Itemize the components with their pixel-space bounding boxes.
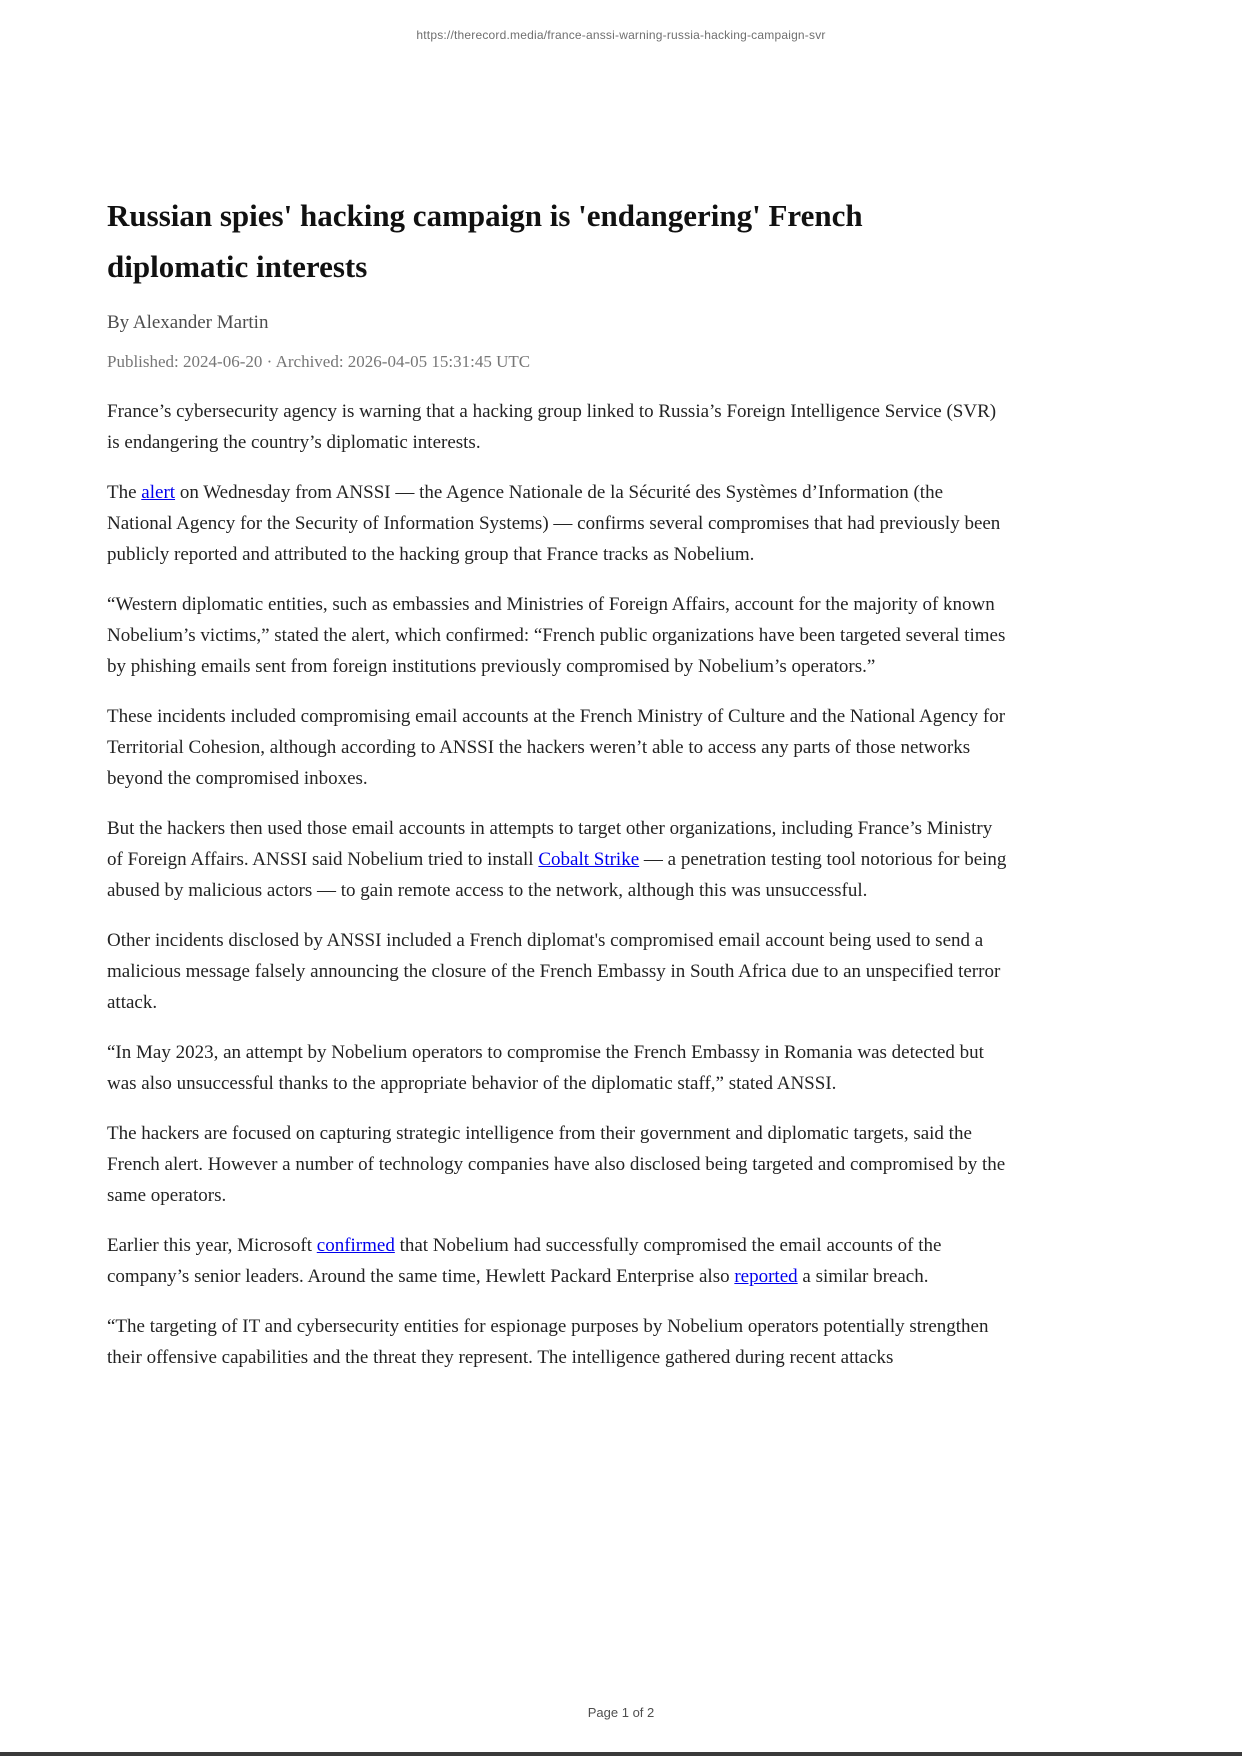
article-byline: By Alexander Martin (107, 312, 269, 333)
print-header-url: https://therecord.media/france-anssi-warning-russia-hacking-campaign-svr (416, 28, 826, 42)
article-paragraph: The alert on Wednesday from ANSSI — the Agence Nationale de la Sécurité des Systèmes d’Information (the National Agency for the Security of Information Systems) — confirms several compromises that had previously been publicly reported and attributed to the hacking group that France tracks as Nobelium. (107, 482, 1001, 565)
inline-link[interactable]: reported (734, 1266, 798, 1287)
article-paragraph: Earlier this year, Microsoft confirmed that Nobelium had successfully compromised the email accounts of the company’s senior leaders. Around the same time, Hewlett Packard Enterprise also reported a similar breach. (107, 1235, 942, 1287)
article-paragraph: These incidents included compromising email accounts at the French Ministry of Culture and the National Agency for Territorial Cohesion, although according to ANSSI the hackers weren’t able to access any parts of those networks beyond the compromised inboxes. (107, 706, 1006, 789)
article-paragraph: France’s cybersecurity agency is warning that a hacking group linked to Russia’s Foreign Intelligence Service (SVR) is endangering the country’s diplomatic interests. (107, 401, 997, 453)
article-paragraph: “Western diplomatic entities, such as embassies and Ministries of Foreign Affairs, account for the majority of known Nobelium’s victims,” stated the alert, which confirmed: “French public organizations have been targeted several times by phishing emails sent from foreign institutions previously compromised by Nobelium’s operators.” (107, 594, 1006, 677)
article-paragraph: The hackers are focused on capturing strategic intelligence from their government and diplomatic targets, said the French alert. However a number of technology companies have also disclosed being targeted and compromised by the same operators. (107, 1123, 1006, 1206)
article-meta-dates: Published: 2024-06-20 · Archived: 2026-04-05 15:31:45 UTC (107, 352, 531, 371)
article-paragraph: But the hackers then used those email accounts in attempts to target other organizations, including France’s Ministry of Foreign Affairs. ANSSI said Nobelium tried to install Cobalt Strike — a penetration testing tool notorious for being abused by malicious actors — to gain remote access to the network, although this was unsuccessful. (107, 818, 1007, 901)
article-paragraph: “In May 2023, an attempt by Nobelium operators to compromise the French Embassy in Romania was detected but was also unsuccessful thanks to the appropriate behavior of the diplomatic staff,” stated ANSSI. (107, 1042, 984, 1094)
page-bottom-edge (0, 1752, 1242, 1756)
article-body (107, 396, 1009, 1373)
article-paragraph: Other incidents disclosed by ANSSI included a French diplomat's compromised email account being used to send a malicious message falsely announcing the closure of the French Embassy in South Africa due to an unspecified terror attack. (107, 930, 1001, 1013)
page-title: Russian spies' hacking campaign is 'endangering' French diplomatic interests (107, 198, 863, 284)
inline-link[interactable]: Cobalt Strike (538, 849, 640, 870)
inline-link[interactable]: confirmed (316, 1235, 395, 1256)
inline-link[interactable]: alert (141, 482, 176, 503)
page-number-footer: Page 1 of 2 (587, 1705, 655, 1720)
article-paragraph: “The targeting of IT and cybersecurity entities for espionage purposes by Nobelium operators potentially strengthen their offensive capabilities and the threat they represent. The intelligence gathered during recent attacks (107, 1316, 989, 1368)
article (107, 190, 1009, 1392)
